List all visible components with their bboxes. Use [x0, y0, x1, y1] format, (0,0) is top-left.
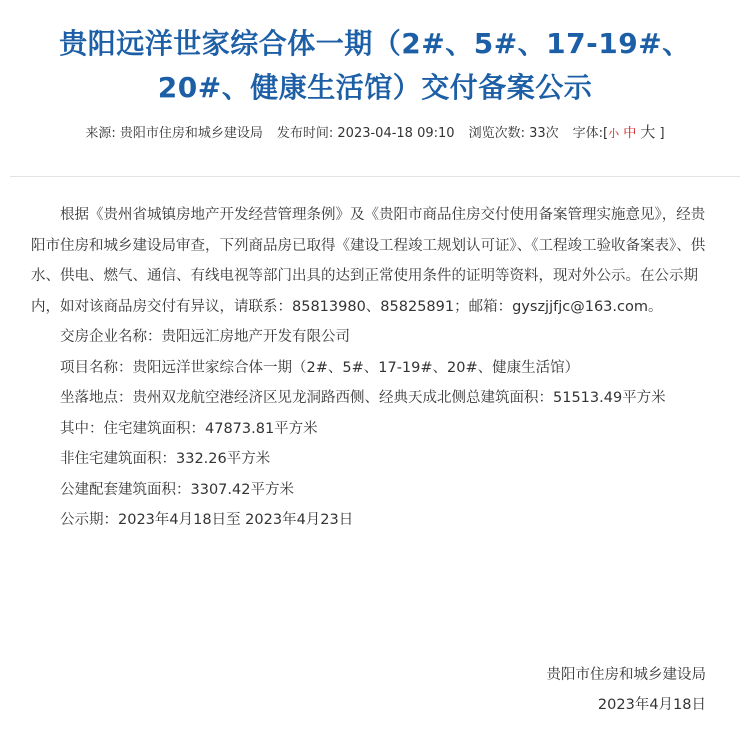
intro-paragraph: 根据《贵州省城镇房地产开发经营管理条例》及《贵阳市商品住房交付使用备案管理实施意见》，经贵阳市住房和城乡建设局审查，下列商品房已取得《建设工程竣工规划认可证》、《工程竣工验收备案表》、供水、供电、燃气、通信、有线电视等部门出具的达到正常使用条件的证明等资料，现对外公示。在公示期内，如对该商品房交付有异议，请联系：85813980、85825891；邮箱：gyszjjfjc@163.com。 [31, 207, 706, 315]
font-size-label: 字体:[ [572, 126, 609, 141]
article-title: 贵阳远洋世家综合体一期（2#、5#、17-19#、20#、健康生活馆）交付备案公示 [59, 27, 691, 104]
project-name: 项目名称：贵阳远洋世家综合体一期（2#、5#、17-19#、20#、健康生活馆） [60, 359, 580, 376]
publicity-period: 公示期：2023年4月18日至 2023年4月23日 [60, 512, 354, 528]
article-meta [0, 122, 750, 144]
signoff [547, 660, 707, 720]
font-size-small-button[interactable]: 小 [608, 127, 620, 140]
font-size-large-button[interactable]: 大 [640, 123, 656, 141]
source-label: 来源: 贵阳市住房和城乡建设局 [85, 126, 263, 141]
public-facility-area: 公建配套建筑面积：3307.42平方米 [60, 481, 294, 498]
non-residential-area: 非住宅建筑面积：332.26平方米 [60, 451, 271, 467]
residential-area: 其中：住宅建筑面积：47873.81平方米 [60, 420, 318, 437]
developer-name: 交房企业名称：贵阳远汇房地产开发有限公司 [60, 329, 350, 345]
project-location: 坐落地点：贵州双龙航空港经济区见龙洞路西侧、经典天成北侧总建筑面积：51513.49平方米 [60, 390, 666, 406]
meta-divider [10, 176, 740, 177]
publish-time: 发布时间: 2023-04-18 09:10 [276, 126, 455, 141]
article-body [31, 200, 717, 536]
signoff-org: 贵阳市住房和城乡建设局 [546, 667, 706, 683]
view-count: 浏览次数: 33次 [468, 126, 559, 141]
font-size-medium-button[interactable]: 中 [623, 126, 637, 141]
font-size-close: ] [655, 126, 665, 141]
signoff-date: 2023年4月18日 [597, 697, 706, 713]
